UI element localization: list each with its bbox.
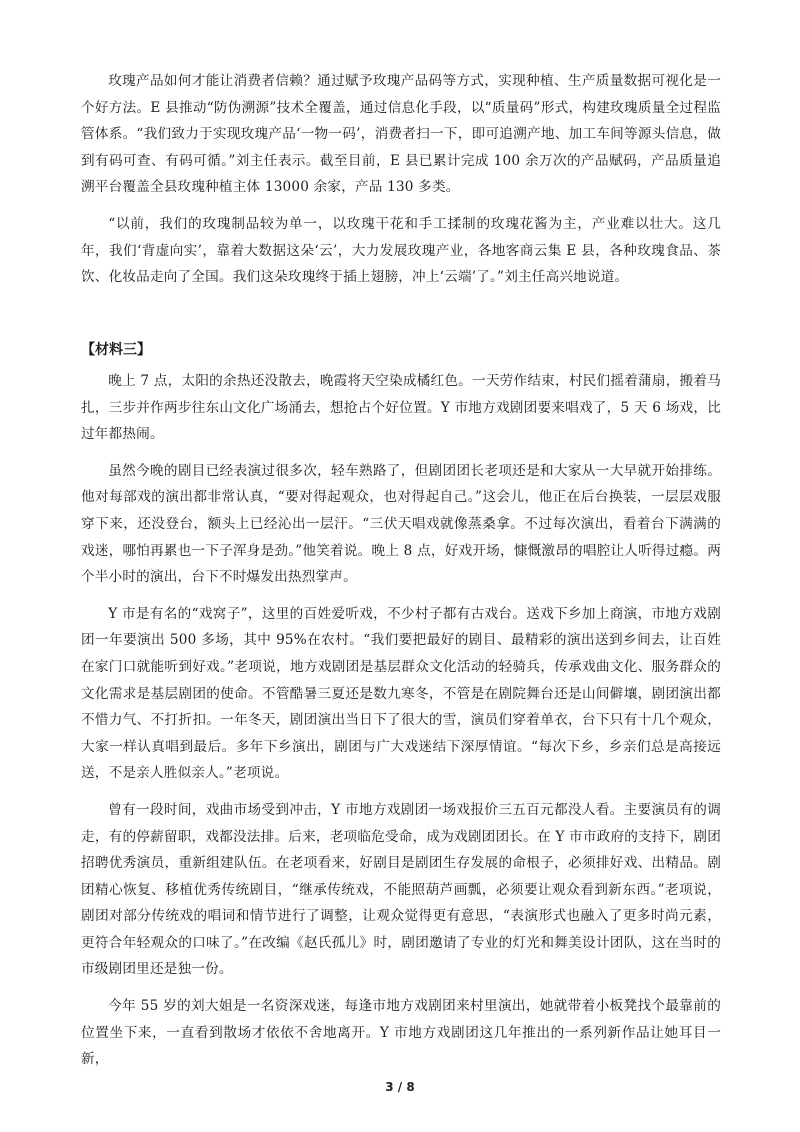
section-heading: 【材料三】 bbox=[81, 342, 151, 358]
paragraph: Y 市是有名的“戏窝子”，这里的百姓爱听戏，不少村子都有古戏台。送戏下乡加上商演，市地方戏剧团一年要演出 500 多场，其中 95%在农村。“我们要把最好的剧目、最精彩的演出送到乡间去，让百姓在家门口就能听到好戏。”老项说，地方戏剧团是基层群众文化活动的轻骑兵，传承戏曲文化、服务群众的文化需求是基层剧团的使命。不管酷暑三夏还是数九寒冬，不管是在剧院舞台还是山间僻壤，剧团演出都不惜力气、不打折扣。一年冬天，剧团演出当日下了很大的雪，演员们穿着单衣，台下只有十几个观众，大家一样认真唱到最后。多年下乡演出，剧团与广大戏迷结下深厚情谊。“每次下乡，乡亲们总是高接远送，不是亲人胜似亲人。”老项说。 bbox=[81, 605, 721, 782]
paragraph: 曾有一段时间，戏曲市场受到冲击，Y 市地方戏剧团一场戏报价三五百元都没人看。主要演员有的调走，有的停薪留职，戏都没法排。后来，老项临危受命，成为戏剧团团长。在 Y 市市政府的支持下，剧团招聘优秀演员，重新组建队伍。在老项看来，好剧目是剧团生存发展的命根子，必须排好戏、出精品。剧团精心恢复、移植优秀传统剧目，“继承传统戏，不能照葫芦画瓢，必须要让观众看到新东西。”老项说，剧团对部分传统戏的唱词和情节进行了调整，让观众觉得更有意思，“表演形式也融入了更多时尚元素，更符合年轻观众的口味了。”在改编《赵氏孤儿》时，剧团邀请了专业的灯光和舞美设计团队，这在当时的市级剧团里还是独一份。 bbox=[81, 801, 721, 978]
page-number: 3 / 8 bbox=[385, 1080, 415, 1094]
paragraph: 玫瑰产品如何才能让消费者信赖？通过赋予玫瑰产品码等方式，实现种植、生产质量数据可视化是一个好方法。E 县推动“防伪溯源”技术全覆盖，通过信息化手段，以“质量码”形式，构建玫瑰质量全过程监管体系。“我们致力于实现玫瑰产品‘一物一码’，消费者扫一下，即可追溯产地、加工车间等源头信息，做到有码可查、有码可循。”刘主任表示。截至目前，E 县已累计完成 100 余万次的产品赋码，产品质量追溯平台覆盖全县玫瑰种植主体 13000 余家，产品 130 多类。 bbox=[81, 73, 721, 196]
paragraph: 虽然今晚的剧目已经表演过很多次，轻车熟路了，但剧团团长老项还是和大家从一大早就开始排练。他对每部戏的演出都非常认真，“要对得起观众，也对得起自己。”这会儿，他正在后台换装，一层层戏服穿下来，还没登台，额头上已经沁出一层汗。“三伏天唱戏就像蒸桑拿。不过每次演出，看着台下满满的戏迷，哪怕再累也一下子浑身是劲。”他笑着说。晚上 8 点，好戏开场，慷慨激昂的唱腔让人听得过瘾。两个半小时的演出，台下不时爆发出热烈掌声。 bbox=[81, 462, 721, 586]
top-paragraphs bbox=[81, 68, 721, 301]
paragraph: 晚上 7 点，太阳的余热还没散去，晚霞将天空染成橘红色。一天劳作结束，村民们摇着蒲扇，搬着马扎，三步并作两步往东山文化广场涌去，想抢占个好位置。Y 市地方戏剧团要来唱戏了，5 天 6 场戏，比过年都热闹。 bbox=[81, 373, 721, 443]
bottom-paragraphs bbox=[81, 368, 721, 1083]
paragraph: 今年 55 岁的刘大姐是一名资深戏迷，每逢市地方戏剧团来村里演出，她就带着小板凳找个最靠前的位置坐下来，一直看到散场才依依不舍地离开。Y 市地方戏剧团这几年推出的一系列新作品让她耳目一新， bbox=[81, 998, 721, 1068]
paragraph: “以前，我们的玫瑰制品较为单一，以玫瑰干花和手工揉制的玫瑰花酱为主，产业难以壮大。这几年，我们‘背虚向实’，靠着大数据这朵‘云’，大力发展玫瑰产业，各地客商云集 E 县，各种玫瑰食品、茶饮、化妆品走向了全国。我们这朵玫瑰终于插上翅膀，冲上‘云端’了。”刘主任高兴地说道。 bbox=[81, 215, 721, 286]
